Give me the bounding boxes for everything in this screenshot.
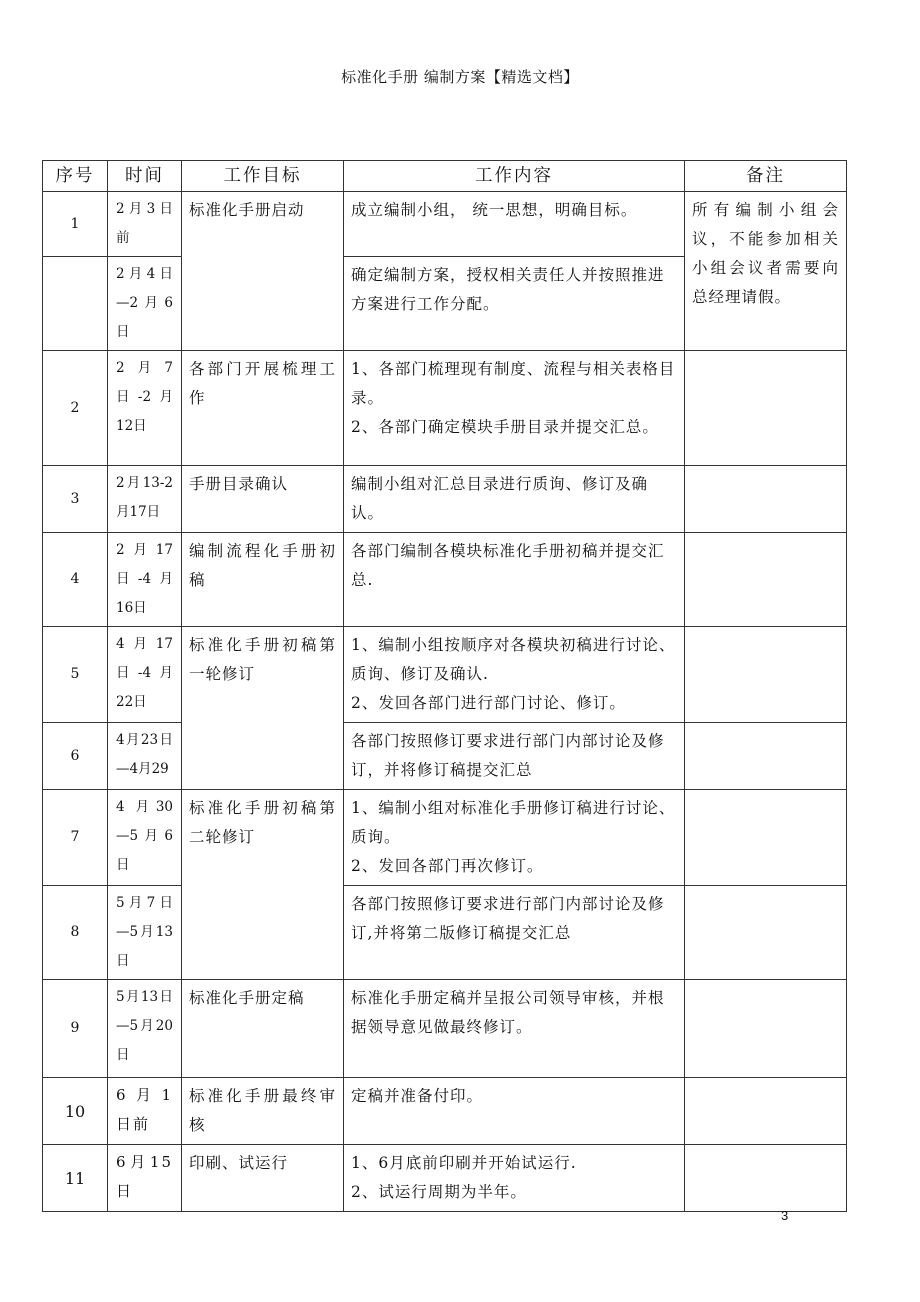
- row-seq: [43, 257, 108, 351]
- table-row: [43, 192, 847, 257]
- row-content: [344, 257, 685, 351]
- row-content: [344, 466, 685, 533]
- row-seq: 5: [43, 627, 108, 723]
- content-line: 确定编制方案，授权相关责任人并按照推进方案进行工作分配。: [351, 266, 665, 313]
- row-seq: 10: [43, 1078, 108, 1145]
- row-content: [344, 886, 685, 980]
- header-note: 备注: [685, 161, 847, 192]
- content-line: 标准化手册定稿并呈报公司领导审核，并根据领导意见做最终修订。: [351, 989, 665, 1036]
- table-row: [43, 790, 847, 886]
- header-time: 时间: [108, 161, 182, 192]
- content-line: 2、试运行周期为半年。: [351, 1183, 527, 1201]
- content-line: 成立编制小组， 统一思想，明确目标。: [351, 201, 638, 219]
- row-note: [685, 980, 847, 1078]
- content-line: 2、发回各部门再次修订。: [351, 857, 544, 875]
- header-goal: 工作目标: [182, 161, 344, 192]
- row-seq: 2: [43, 351, 108, 466]
- row-goal: 标准化手册初稿第二轮修订: [182, 790, 344, 980]
- content-line: 2、各部门确定模块手册目录并提交汇总。: [351, 418, 659, 436]
- row-content: [344, 627, 685, 723]
- content-line: 编制小组对汇总目录进行质询、修订及确认。: [351, 475, 649, 522]
- row-seq: 6: [43, 723, 108, 790]
- table-row: [43, 627, 847, 723]
- table-row: [43, 886, 847, 980]
- table-row: [43, 1145, 847, 1212]
- content-line: 定稿并准备付印。: [351, 1087, 484, 1105]
- table-row: [43, 980, 847, 1078]
- document-title: 标准化手册 编制方案【精选文档】: [341, 68, 579, 86]
- row-content: [344, 192, 685, 257]
- row-seq: 3: [43, 466, 108, 533]
- content-line: 1、编制小组按顺序对各模块初稿进行讨论、质询、修订及确认.: [351, 636, 676, 683]
- row-seq: 4: [43, 533, 108, 627]
- row-content: [344, 351, 685, 466]
- schedule-table: [42, 160, 847, 1212]
- row-goal: 各部门开展梳理工作: [182, 351, 344, 466]
- row-seq: 7: [43, 790, 108, 886]
- row-time: 2月7日-2月12日: [108, 351, 182, 466]
- row-time: 2月13-2月17日: [108, 466, 182, 533]
- row-content: [344, 533, 685, 627]
- table-row: [43, 723, 847, 790]
- row-goal: 标准化手册最终审核: [182, 1078, 344, 1145]
- table-header-row: [43, 161, 847, 192]
- row-time: 2月3日前: [108, 192, 182, 257]
- row-goal: 标准化手册定稿: [182, 980, 344, 1078]
- row-seq: 8: [43, 886, 108, 980]
- table-row: [43, 351, 847, 466]
- row-time: 5月7日—5月13日: [108, 886, 182, 980]
- content-line: 1、各部门梳理现有制度、流程与相关表格目录。: [351, 360, 676, 407]
- row-time: 4月17日-4月22日: [108, 627, 182, 723]
- page-number: 3: [781, 1208, 789, 1223]
- row-goal: 标准化手册启动: [182, 192, 344, 351]
- row-note: [685, 627, 847, 723]
- row-content: [344, 1145, 685, 1212]
- row-goal: 编制流程化手册初稿: [182, 533, 344, 627]
- row-seq: 1: [43, 192, 108, 257]
- row-content: [344, 1078, 685, 1145]
- table-row: [43, 533, 847, 627]
- row-seq: 11: [43, 1145, 108, 1212]
- content-line: 1、6月底前印刷并开始试运行.: [351, 1154, 577, 1172]
- row-note: [685, 533, 847, 627]
- content-line: 各部门按照修订要求进行部门内部讨论及修订,并将第二版修订稿提交汇总: [351, 895, 665, 942]
- header-seq: 序号: [43, 161, 108, 192]
- row-content: [344, 980, 685, 1078]
- row-goal: 印刷、试运行: [182, 1145, 344, 1212]
- content-line: 2、发回各部门进行部门讨论、修订。: [351, 694, 626, 712]
- row-note: [685, 1145, 847, 1212]
- row-time: 4月23日—4月29: [108, 723, 182, 790]
- row-note: 所有编制小组会议，不能参加相关小组会议者需要向总经理请假。: [685, 192, 847, 351]
- row-note: [685, 351, 847, 466]
- header-content: 工作内容: [344, 161, 685, 192]
- row-goal: 标准化手册初稿第一轮修订: [182, 627, 344, 790]
- row-content: [344, 790, 685, 886]
- row-time: 2月4日—2月6日: [108, 257, 182, 351]
- row-content: [344, 723, 685, 790]
- row-note: [685, 723, 847, 790]
- row-goal: 手册目录确认: [182, 466, 344, 533]
- table-row: [43, 466, 847, 533]
- content-line: 1、编制小组对标准化手册修订稿进行讨论、质询。: [351, 799, 676, 846]
- row-note: [685, 886, 847, 980]
- row-time: 2月17日-4月16日: [108, 533, 182, 627]
- row-note: [685, 1078, 847, 1145]
- row-note: [685, 466, 847, 533]
- row-time: 4 月30—5月6日: [108, 790, 182, 886]
- table-row: [43, 1078, 847, 1145]
- row-seq: 9: [43, 980, 108, 1078]
- content-line: 各部门编制各模块标准化手册初稿并提交汇总.: [351, 542, 665, 589]
- row-time: 6月1日前: [108, 1078, 182, 1145]
- row-note: [685, 790, 847, 886]
- row-time: 6月15日: [108, 1145, 182, 1212]
- row-time: 5月13日—5月20日: [108, 980, 182, 1078]
- content-line: 各部门按照修订要求进行部门内部讨论及修订，并将修订稿提交汇总: [351, 732, 665, 779]
